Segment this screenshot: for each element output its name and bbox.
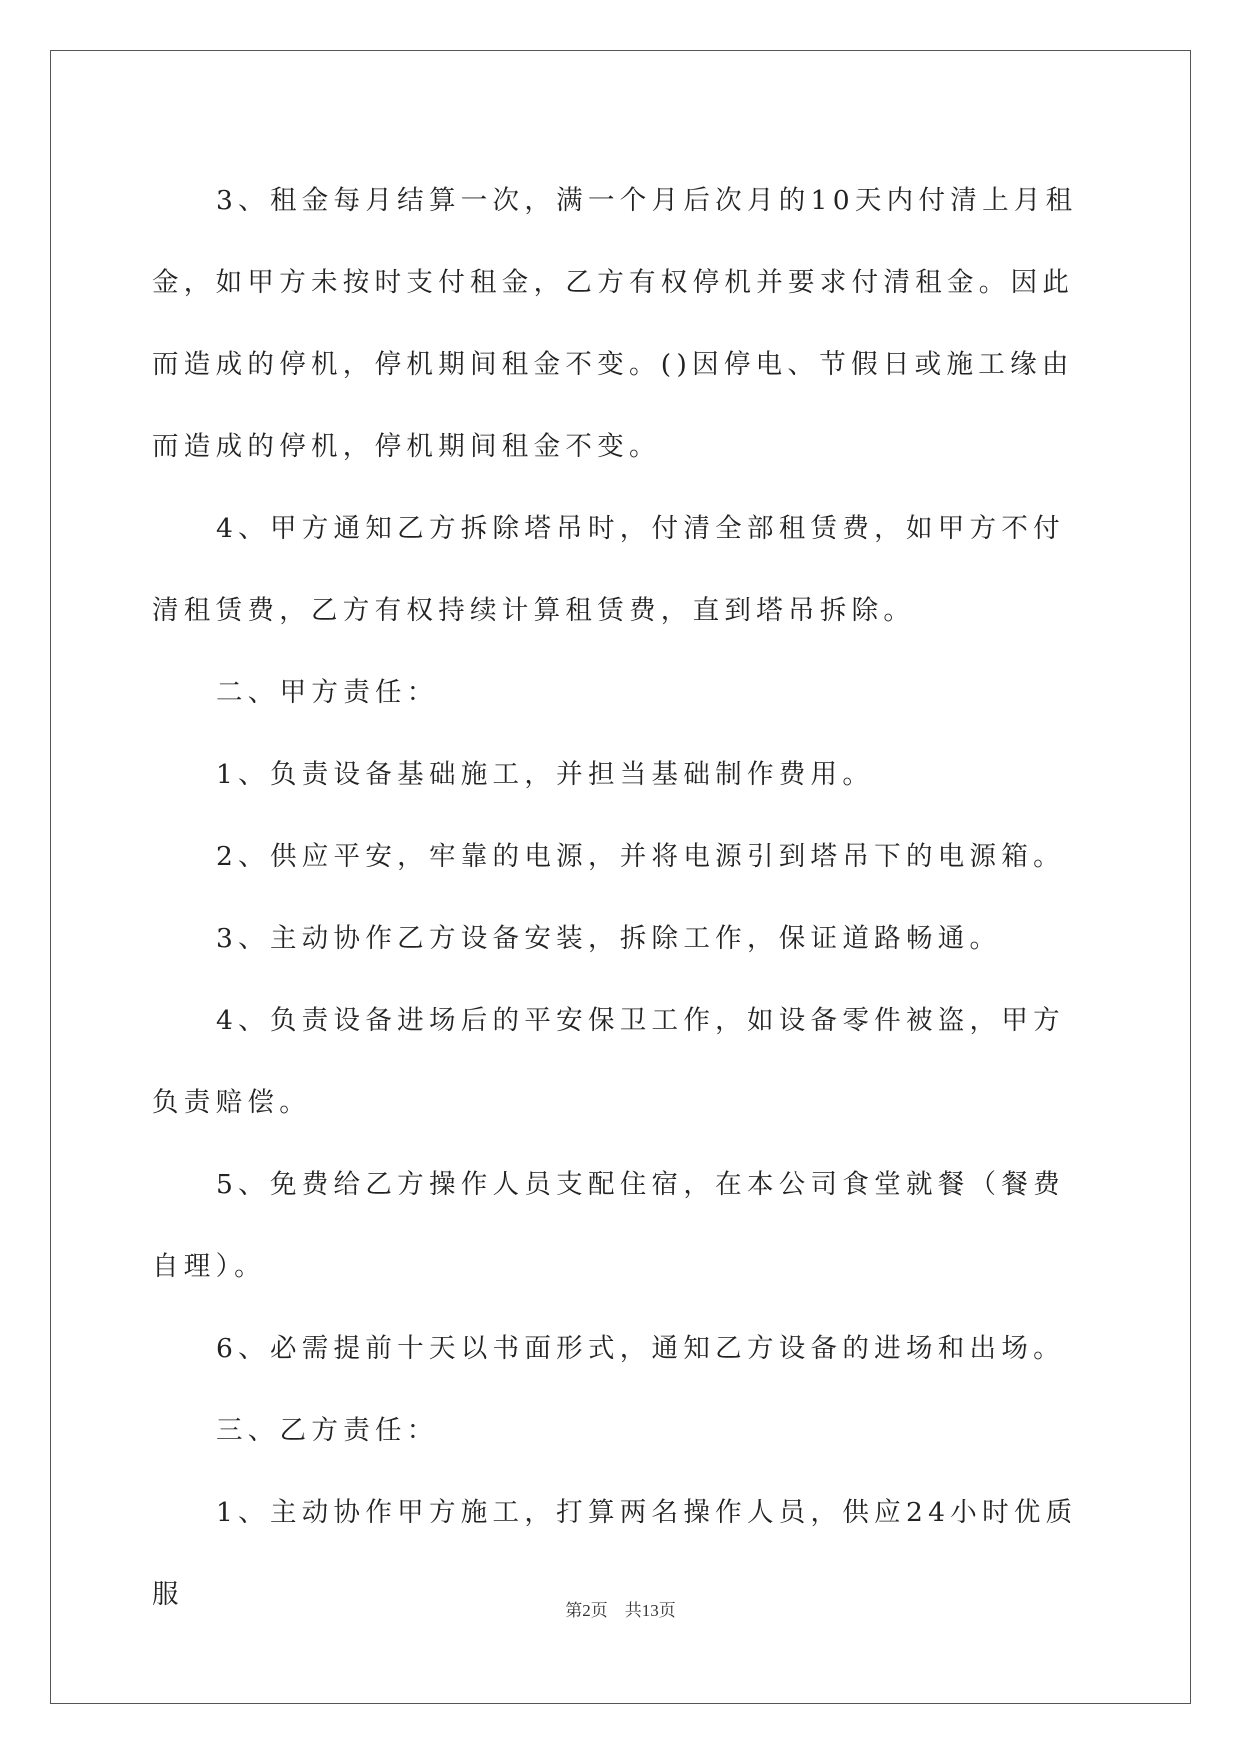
paragraph-party-a-item-2: 2、供应平安，牢靠的电源，并将电源引到塔吊下的电源箱。 bbox=[216, 841, 1065, 872]
page-number-footer: 第2页 共13页 bbox=[565, 1601, 676, 1620]
paragraph-rent-settlement: 3、租金每月结算一次，满一个月后次月的10天内付清上月租金，如甲方未按时支付租金，乙方有权停机并要求付清租金。因此而造成的停机，停机期间租金不变。()因停电、节假日或施工缘由而造成的停机，停机期间租金不变。 bbox=[152, 185, 1078, 462]
section-heading-party-a: 二、甲方责任： bbox=[216, 677, 439, 708]
paragraph-party-a-item-1: 1、负责设备基础施工，并担当基础制作费用。 bbox=[216, 759, 875, 790]
paragraph-party-a-item-6: 6、必需提前十天以书面形式，通知乙方设备的进场和出场。 bbox=[216, 1333, 1065, 1364]
paragraph-party-a-item-5: 5、免费给乙方操作人员支配住宿，在本公司食堂就餐（餐费自理）。 bbox=[152, 1169, 1065, 1282]
paragraph-party-a-item-4: 4、负责设备进场后的平安保卫工作，如设备零件被盗，甲方负责赔偿。 bbox=[152, 1005, 1065, 1118]
section-heading-party-b: 三、乙方责任： bbox=[216, 1415, 439, 1446]
paragraph-tower-crane-removal: 4、甲方通知乙方拆除塔吊时，付清全部租赁费，如甲方不付清租赁费，乙方有权持续计算租赁费，直到塔吊拆除。 bbox=[152, 513, 1065, 626]
document-body bbox=[152, 160, 1090, 1636]
paragraph-party-a-item-3: 3、主动协作乙方设备安装，拆除工作，保证道路畅通。 bbox=[216, 923, 1002, 954]
paragraph-party-b-item-1: 1、主动协作甲方施工，打算两名操作人员，供应24小时优质服 bbox=[152, 1497, 1078, 1610]
